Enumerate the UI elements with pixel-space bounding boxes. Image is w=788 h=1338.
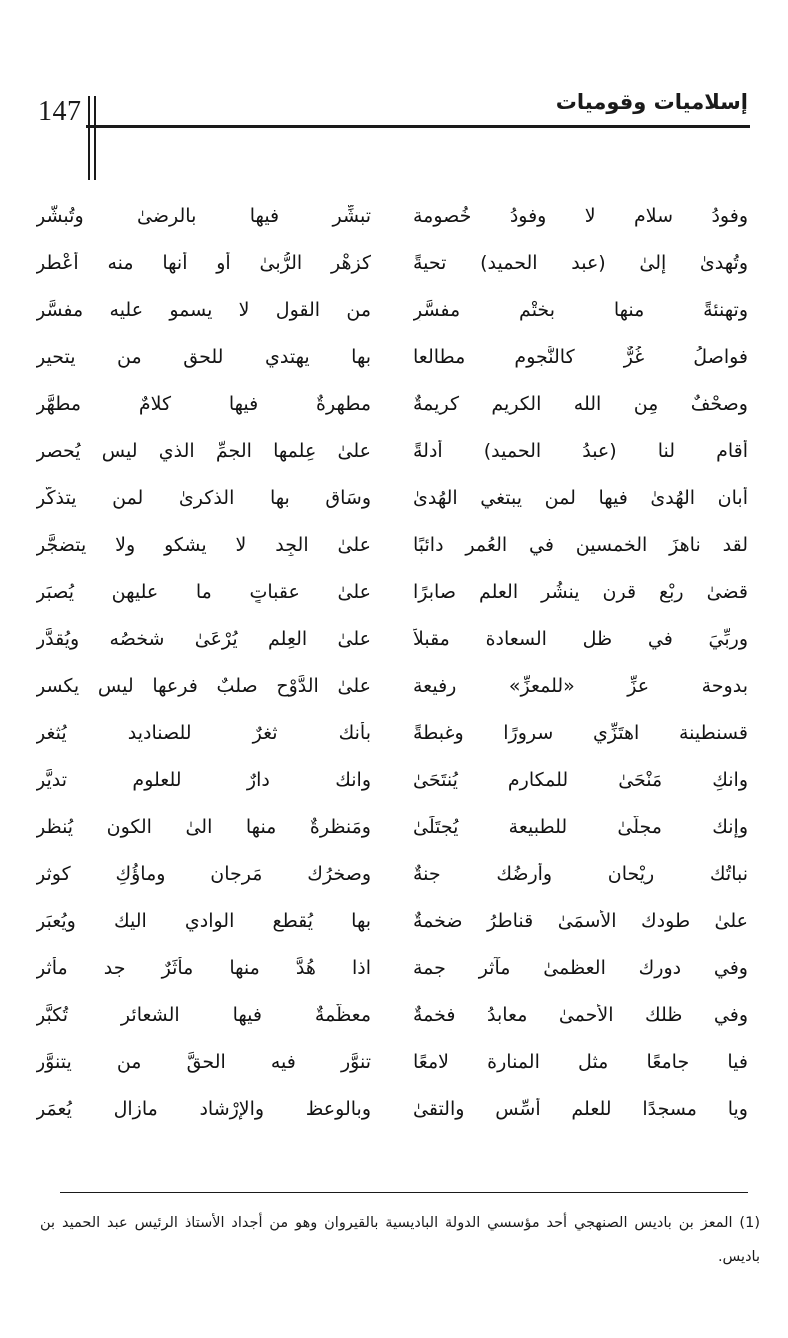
footnote: (1) المعز بن باديس الصنهجي أحد مؤسسي الدولة الباديسية بالقيروان وهو من أجداد الأستاذ الرئيس عبد الحميد بن باديس.: [40, 1215, 760, 1265]
verse-first-hemistich: وصحْفٌ مِن الله الكريم كريمةٌ: [413, 392, 748, 415]
verse-first-hemistich: نباتُك ريْحان وأرضُك جنةٌ: [413, 862, 748, 885]
verse-second-hemistich: بها يُقطع الوادي اليك ويُعبَر: [36, 909, 371, 932]
verse-line: [36, 286, 748, 333]
verse-second-hemistich: وبالوعظ والإرْشاد مازال يُعمَر: [36, 1097, 371, 1120]
verse-line: [36, 944, 748, 991]
header-vertical-rule: [94, 96, 96, 180]
verse-first-hemistich: بدوحة عزِّ «للمعزِّ» رفيعة: [413, 674, 748, 697]
verse-line: [36, 239, 748, 286]
verse-second-hemistich: تنوَّر فيه الحقَّ من يتنوَّر: [36, 1050, 371, 1073]
verse-second-hemistich: تبشِّر فيها بالرضىٰ وتُبشّر: [36, 204, 371, 227]
verse-line: [36, 1085, 748, 1132]
verse-second-hemistich: بها يهتدي للحق من يتحير: [36, 345, 371, 368]
verse-line: [36, 380, 748, 427]
verse-second-hemistich: كزهْر الرُّبىٰ أو أنها منه أعْطر: [36, 251, 371, 274]
verse-line: [36, 991, 748, 1038]
verse-line: [36, 1038, 748, 1085]
verse-first-hemistich: وربِّيَ في ظل السعادة مقبلاً: [413, 627, 748, 650]
verse-line: [36, 803, 748, 850]
verse-second-hemistich: معظَّمةٌ فيها الشعائر تُكبَّر: [36, 1003, 371, 1026]
running-title: إسلاميات وقوميات: [555, 90, 748, 114]
verse-second-hemistich: ومَنظرةٌ منها الىٰ الكون يُنظر: [36, 815, 371, 838]
header-rule: [86, 125, 750, 128]
verse-second-hemistich: من القول لا يسمو عليه مفسَّر: [36, 298, 371, 321]
verse-second-hemistich: وسَاق بها الذكرىٰ لمن يتذكَّر: [36, 486, 371, 509]
verse-first-hemistich: فواصلُ غُرٌّ كالنُّجوم مطالعا: [413, 345, 748, 368]
verse-first-hemistich: وفي ظلك الأحمىٰ معابدُ فخمةٌ: [413, 1003, 748, 1026]
verse-first-hemistich: قضىٰ ربْع قرن ينشُر العلم صابرًا: [413, 580, 748, 603]
verse-second-hemistich: علىٰ عِلمها الجمِّ الذي ليس يُحصر: [36, 439, 371, 462]
verse-line: [36, 568, 748, 615]
verse-second-hemistich: علىٰ العِلم يُرْعَىٰ شخصُه ويُقدَّر: [36, 627, 371, 650]
verse-first-hemistich: وتهنئةً منها بختْم مفسَّرٍ: [413, 298, 748, 321]
verse-line: [36, 427, 748, 474]
verse-second-hemistich: علىٰ الجِد لا يشكو ولا يتضجَّر: [36, 533, 371, 556]
footnote-rule: [60, 1192, 748, 1193]
verse-line: [36, 850, 748, 897]
verse-first-hemistich: فيا جامعًا مثل المنارة لامعًا: [413, 1050, 748, 1073]
verse-second-hemistich: مطهرةٌ فيها كلامٌ مطهَّر: [36, 392, 371, 415]
verse-line: [36, 756, 748, 803]
verse-first-hemistich: وفي دورك العظمىٰ مآثر جمة: [413, 956, 748, 979]
verse-line: [36, 709, 748, 756]
verse-first-hemistich: وإنك مجلَّىٰ للطبيعة يُجتَلَىٰ: [413, 815, 748, 838]
verse-second-hemistich: وانك دارٌ للعلوم تديَّر: [36, 768, 371, 791]
page-number: 147: [38, 96, 82, 127]
verse-first-hemistich: أقام لنا (عبدُ الحميد) أدلةً: [413, 439, 748, 462]
poem: [36, 192, 748, 1132]
verse-first-hemistich: وفودُ سلام لا وفودُ خُصومة: [413, 204, 748, 227]
verse-first-hemistich: أبان الهُدىٰ فيها لمن يبتغي الهُدىٰ: [413, 486, 748, 509]
verse-second-hemistich: علىٰ الدَّوْح صلبٌ فرعها ليس يكسر: [36, 674, 371, 697]
verse-first-hemistich: علىٰ طودك الأسمَىٰ قناطرُ ضخمةٌ: [413, 909, 748, 932]
verse-first-hemistich: وانكِ مَنْحَىٰ للمكارم يُنتَحَىٰ: [413, 768, 748, 791]
verse-line: [36, 333, 748, 380]
verse-first-hemistich: لقد ناهزَ الخمسين في العُمر دائبًا: [413, 533, 748, 556]
verse-second-hemistich: اذا هُدَّ منها مأثَرٌ جد مأثر: [36, 956, 371, 979]
verse-line: [36, 615, 748, 662]
verse-line: [36, 662, 748, 709]
verse-line: [36, 897, 748, 944]
verse-first-hemistich: وتُهدىٰ إلىٰ (عبد الحميد) تحيةً: [413, 251, 748, 274]
verse-line: [36, 192, 748, 239]
verse-line: [36, 521, 748, 568]
verse-first-hemistich: ويا مسجدًا للعلم أسِّس والتقىٰ: [413, 1097, 748, 1120]
verse-first-hemistich: قسنطينة اهتَزِّي سرورًا وغبطةً: [413, 721, 748, 744]
verse-second-hemistich: وصخرُك مَرجان وماؤُكِ كوثر: [36, 862, 371, 885]
header-vertical-rule: [88, 96, 90, 180]
verse-second-hemistich: علىٰ عقباتٍ ما عليهن يُصبَر: [36, 580, 371, 603]
verse-second-hemistich: بأنك ثغرٌ للصناديد يُثغر: [36, 721, 371, 744]
verse-line: [36, 474, 748, 521]
